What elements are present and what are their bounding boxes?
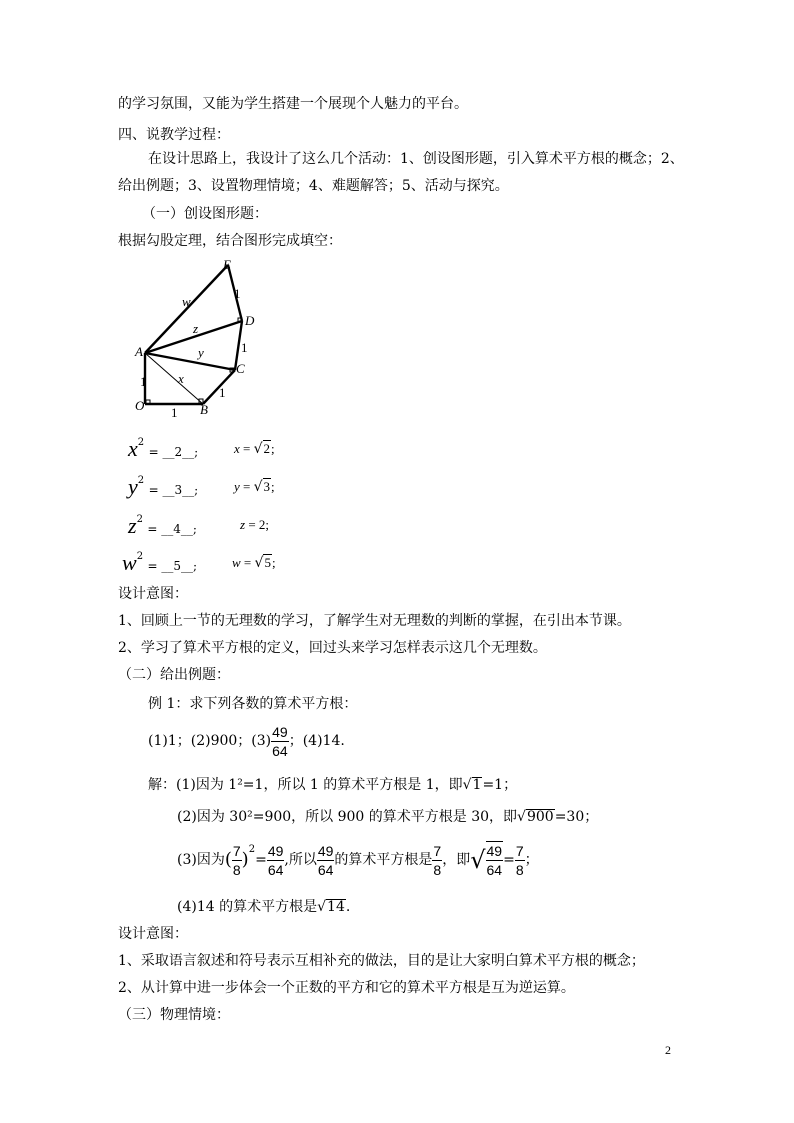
page-number: 2 <box>665 1043 671 1057</box>
label-point-o: O <box>135 398 145 413</box>
solution-3: (3)因为 ( $\frac{7}{8}$ ) 2 = $\frac{49}{64}$ ,所以 $\frac{49}{64}$ 的算术平方根是 $\frac{7}{8}$ ，即 √ $\frac{49}{64}$ = $\frac{7}{8}$ ； <box>177 842 539 878</box>
label-point-a: A <box>135 344 143 359</box>
blank-row-z: $z^2$ = __4__; <box>128 513 197 538</box>
subsection-heading-2: （二）给出例题： <box>118 667 230 683</box>
blank-row-x: $x^2$ = __2__; <box>128 436 199 461</box>
design-intent-title-1: 设计意图： <box>118 586 188 602</box>
label-edge-ed: 1 <box>234 286 241 301</box>
label-point-b: B <box>200 402 208 417</box>
label-edge-dc: 1 <box>241 340 248 355</box>
blank-row-w: $w^2$ = __5__; <box>122 550 198 575</box>
paragraph-design-line2: 给出例题；3、设置物理情境；4、难题解答；5、活动与探究。 <box>118 178 509 194</box>
design-intent-1-item-2: 2、学习了算术平方根的定义，回过头来学习怎样表示这几个无理数。 <box>118 640 547 656</box>
paragraph-intro-end: 的学习氛围，又能为学生搭建一个展现个人魅力的平台。 <box>118 96 468 112</box>
example-1-prompt: 例 1：求下列各数的算术平方根： <box>148 696 358 712</box>
label-edge-cb: 1 <box>219 385 226 400</box>
solution-2: (2)因为 30²=900，所以 900 的算术平方根是 30，即√900=30； <box>177 809 599 825</box>
paragraph-instruction: 根据勾股定理，结合图形完成填空： <box>118 233 342 249</box>
label-edge-ae: w <box>182 294 191 309</box>
answer-x: x = √2; <box>234 441 275 457</box>
subsection-heading-1: （一）创设图形题： <box>142 206 268 222</box>
section-heading-4: 四、说教学过程： <box>118 127 230 143</box>
label-edge-ab: x <box>178 371 184 386</box>
pythagorean-spiral-figure <box>125 252 275 422</box>
solution-1: 解：(1)因为 1²=1，所以 1 的算术平方根是 1，即√1=1； <box>148 777 518 793</box>
answer-y: y = √3; <box>234 479 275 495</box>
design-intent-2-item-1: 1、采取语言叙述和符号表示互相补充的做法，目的是让大家明白算术平方根的概念； <box>118 953 645 969</box>
solution-4: (4)14 的算术平方根是√14. <box>177 899 351 915</box>
blank-row-y: $y^2$ = __3__; <box>128 474 199 499</box>
paragraph-design-line1: 在设计思路上，我设计了这么几个活动：1、创设图形题，引入算术平方根的概念；2、 <box>148 151 684 167</box>
label-edge-ao: 1 <box>140 374 147 389</box>
subsection-heading-3: （三）物理情境： <box>118 1007 230 1023</box>
answer-w: w = √5; <box>232 555 276 571</box>
label-edge-ac: y <box>198 345 204 360</box>
example-1-items: (1)1；(2)900；(3) $\frac{49}{64}$ ；(4)14. <box>148 723 345 759</box>
label-edge-ad: z <box>193 321 199 336</box>
label-edge-ob: 1 <box>171 405 178 420</box>
label-point-e: E <box>223 257 231 272</box>
label-point-d: D <box>245 313 255 328</box>
design-intent-2-item-2: 2、从计算中进一步体会一个正数的平方和它的算术平方根是互为逆运算。 <box>118 980 575 996</box>
label-point-c: C <box>236 361 245 376</box>
fraction-49-64: $\frac{49}{64}$ <box>272 723 288 759</box>
answer-z: z = 2; <box>240 517 270 532</box>
design-intent-title-2: 设计意图： <box>118 926 188 942</box>
design-intent-1-item-1: 1、回顾上一节的无理数的学习，了解学生对无理数的判断的掌握，在引出本节课。 <box>118 613 631 629</box>
